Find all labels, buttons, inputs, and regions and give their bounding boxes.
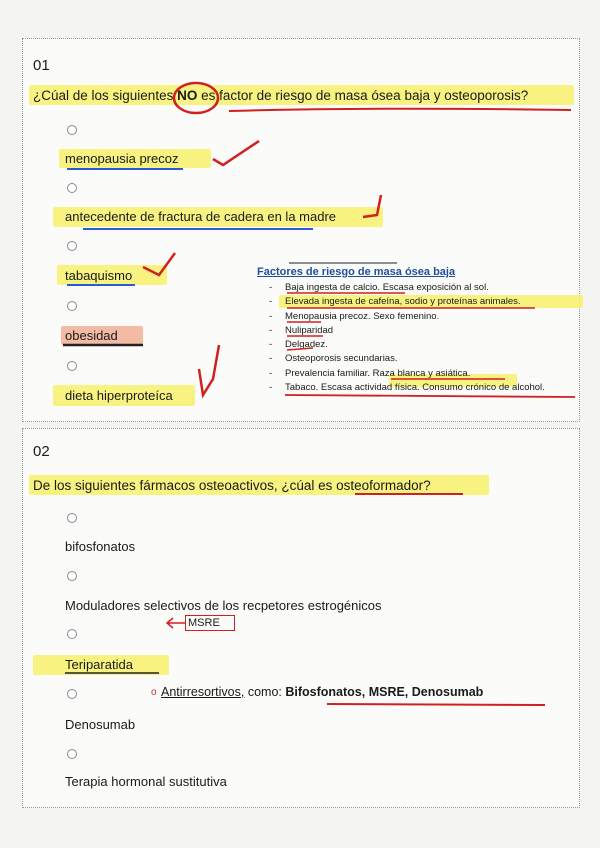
pen-annotation [63, 669, 173, 677]
pen-annotation [171, 79, 591, 119]
list-dash: - [269, 353, 273, 364]
risk-factors-box [249, 261, 579, 401]
antires-como: como: [244, 685, 286, 699]
option-label: dieta hiperproteíca [65, 388, 173, 403]
list-dash: - [269, 311, 273, 322]
antiresorptive-note [161, 685, 483, 699]
option-radio[interactable] [67, 749, 77, 759]
list-dash: - [269, 382, 273, 393]
option-radio[interactable] [67, 125, 77, 135]
list-dash: - [269, 296, 273, 307]
pen-annotation [193, 339, 233, 403]
risk-item: Baja ingesta de calcio. Escasa exposición al sol. [285, 282, 489, 293]
question-pre: ¿Cúal de los siguientes [33, 88, 178, 103]
list-dash: - [269, 368, 273, 379]
question-no: NO [177, 88, 198, 103]
pen-annotation [63, 247, 203, 291]
option-radio[interactable] [67, 629, 77, 639]
pen-annotation [63, 337, 163, 351]
antires-label: Antirresortivos, [161, 685, 245, 699]
option-label: bifosfonatos [65, 539, 136, 554]
pen-annotation [353, 489, 483, 499]
question-card-1 [22, 38, 580, 422]
option-label: tabaquismo [65, 268, 133, 283]
list-dash: - [269, 339, 273, 350]
risk-item: Menopausia precoz. Sexo femenino. [285, 311, 440, 322]
divider [289, 261, 399, 265]
pen-annotation [163, 615, 189, 631]
option-label: menopausia precoz [65, 151, 179, 166]
option-label: Denosumab [65, 717, 136, 732]
risk-item: Tabaco. Escasa actividad física. Consumo crónico de alcohol. [285, 382, 545, 393]
pen-annotation [63, 189, 423, 237]
option-label: antecedente de fractura de cadera en la madre [65, 209, 337, 224]
risk-item: Prevalencia familiar. Raza blanca y asiática. [285, 368, 471, 379]
question-number: 01 [33, 57, 50, 74]
risk-item: Elevada ingesta de cafeína, sodio y proteínas animales. [285, 296, 521, 307]
pen-annotation [63, 135, 293, 175]
option-label: Moduladores selectivos de los recpetores estrogénicos [65, 598, 382, 613]
msre-note: MSRE [185, 615, 235, 631]
option-radio[interactable] [67, 301, 77, 311]
option-label: Teriparatida [65, 657, 133, 672]
question-post: es factor de riesgo de masa ósea baja y osteoporosis? [197, 88, 529, 103]
risk-title: Factores de riesgo de masa ósea baja [257, 266, 456, 278]
option-radio[interactable] [67, 361, 77, 371]
option-label: obesidad [65, 328, 118, 343]
option-radio[interactable] [67, 571, 77, 581]
list-dash: - [269, 282, 273, 293]
question-number: 02 [33, 443, 50, 460]
risk-item: Delgadez. [285, 339, 328, 350]
risk-item: Osteoporosis secundarias. [285, 353, 398, 364]
bullet: o [151, 687, 157, 698]
pen-annotation [279, 291, 579, 401]
question-text: De los siguientes fármacos osteoactivos, ¿cúal es osteoformador? [33, 478, 431, 493]
antires-list: Bifosfonatos, MSRE, Denosumab [285, 685, 484, 699]
option-radio[interactable] [67, 513, 77, 523]
list-dash: - [269, 325, 273, 336]
option-label: Terapia hormonal sustitutiva [65, 774, 227, 789]
pen-annotation [323, 699, 563, 709]
question-card-2 [22, 428, 580, 808]
risk-item: Nuliparidad [285, 325, 334, 336]
option-radio[interactable] [67, 689, 77, 699]
